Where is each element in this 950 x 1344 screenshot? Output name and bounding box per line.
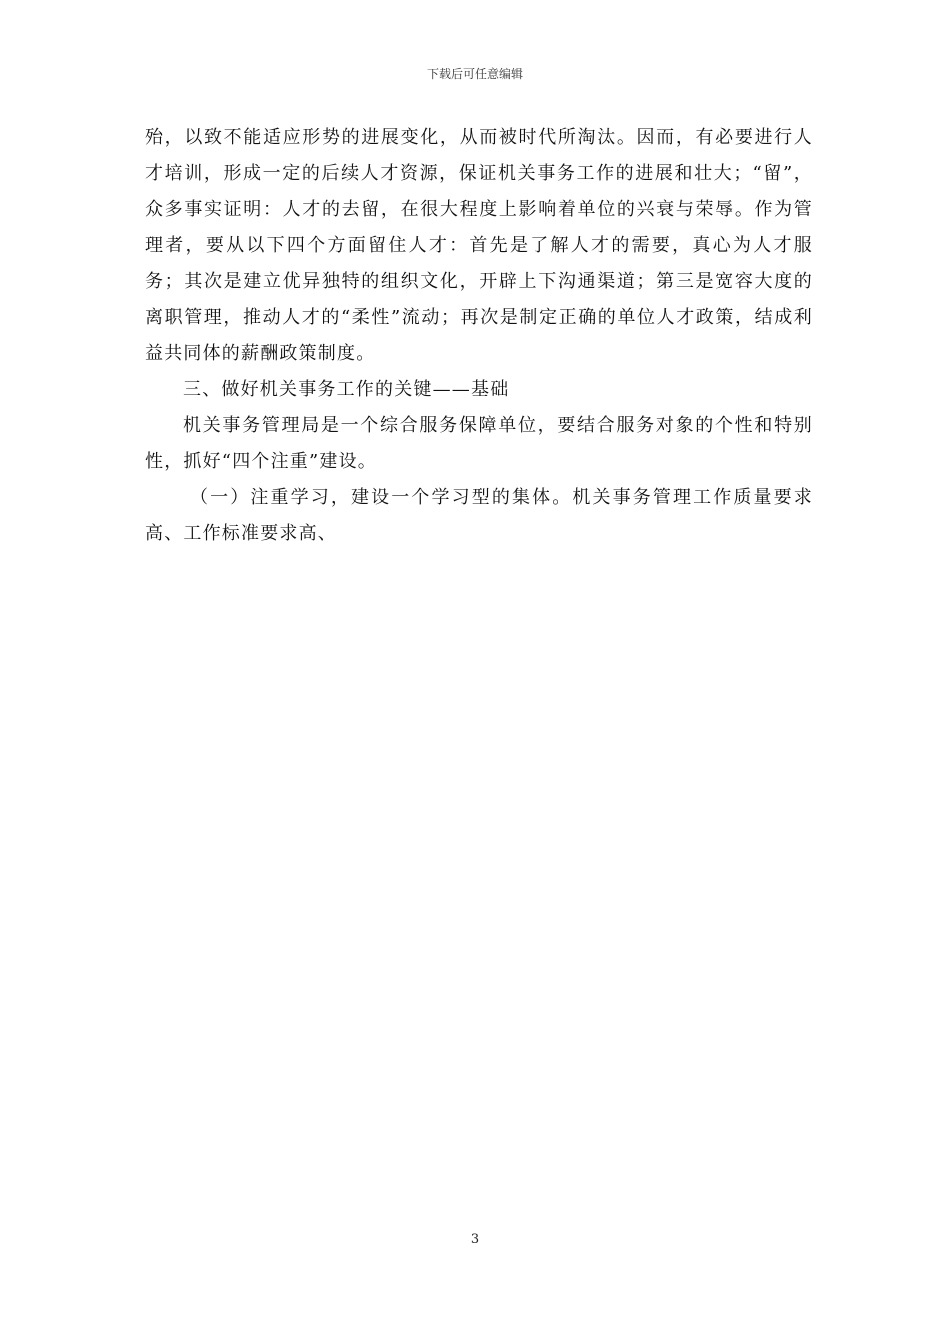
page-header: 下载后可任意编辑 [426, 67, 523, 81]
section-heading: 三、做好机关事务工作的关键——基础 [183, 379, 510, 400]
document-body [145, 120, 813, 552]
paragraph-intro: 机关事务管理局是一个综合服务保障单位，要结合服务对象的个性和特别性，抓好“四个注重”建设。 [145, 415, 813, 472]
page-number: 3 [470, 1232, 480, 1247]
paragraph-continuation: 殆，以致不能适应形势的进展变化，从而被时代所淘汰。因而，有必要进行人才培训，形成一定的后续人才资源，保证机关事务工作的进展和壮大；“留”，众多事实证明：人才的去留，在很大程度上影响着单位的兴衰与荣辱。作为管理者，要从以下四个方面留住人才：首先是了解人才的需要，真心为人才服务；其次是建立优异独特的组织文化，开辟上下沟通渠道；第三是宽容大度的离职管理，推动人才的“柔性”流动；再次是制定正确的单位人才政策，结成利益共同体的薪酬政策制度。 [145, 127, 813, 364]
paragraph-item-one: （一）注重学习，建设一个学习型的集体。机关事务管理工作质量要求高、工作标准要求高、 [145, 487, 813, 544]
